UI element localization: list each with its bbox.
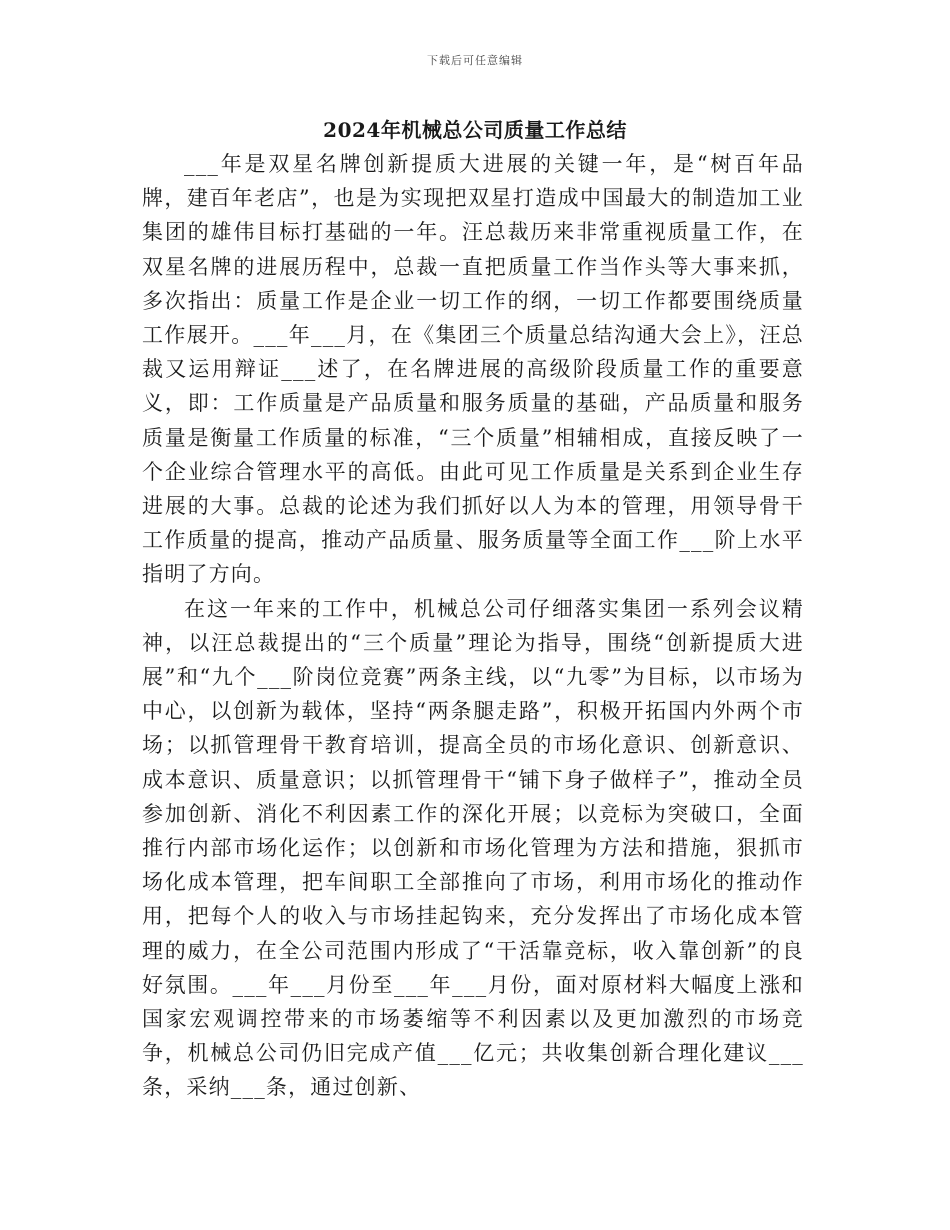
document-title: 2024年机械总公司质量工作总结 — [323, 118, 627, 142]
paragraph-2: 在这一年来的工作中，机械总公司仔细落实集团一系列会议精神，以汪总裁提出的“三个质量”理论为指导，围绕“创新提质大进展”和“九个___阶岗位竞赛”两条主线，以“九零”为目标，以市场为中心，以创新为载体，坚持“两条腿走路”，积极开拓国内外两个市场；以抓管理骨干教育培训，提高全员的市场化意识、创新意识、成本意识、质量意识；以抓管理骨干“铺下身子做样子”，推动全员参加创新、消化不利因素工作的深化开展；以竞标为突破口，全面推行内部市场化运作；以创新和市场化管理为方法和措施，狠抓市场化成本管理，把车间职工全部推向了市场，利用市场化的推动作用，把每个人的收入与市场挂起钩来，充分发挥出了市场化成本管理的威力，在全公司范围内形成了“干活靠竞标，收入靠创新”的良好氛围。___年___月份至___年___月份，面对原材料大幅度上涨和国家宏观调控带来的市场萎缩等不利因素以及更加激烈的市场竞争，机械总公司仍旧完成产值___亿元；共收集创新合理化建议___条，采纳___条，通过创新、 — [142, 596, 804, 1100]
document-body — [142, 147, 804, 1105]
paragraph-1: ___年是双星名牌创新提质大进展的关键一年，是“树百年品牌，建百年老店”，也是为实现把双星打造成中国最大的制造加工业集团的雄伟目标打基础的一年。汪总裁历来非常重视质量工作，在双星名牌的进展历程中，总裁一直把质量工作当作头等大事来抓，多次指出：质量工作是企业一切工作的纲，一切工作都要围绕质量工作展开。___年___月，在《集团三个质量总结沟通大会上》，汪总裁又运用辩证___述了，在名牌进展的高级阶段质量工作的重要意义，即：工作质量是产品质量和服务质量的基础，产品质量和服务质量是衡量工作质量的标准，“三个质量”相辅相成，直接反映了一个企业综合管理水平的高低。由此可见工作质量是关系到企业生存进展的大事。总裁的论述为我们抓好以人为本的管理，用领导骨干工作质量的提高，推动产品质量、服务质量等全面工作___阶上水平指明了方向。 — [142, 152, 804, 587]
header-note: 下载后可任意编辑 — [427, 54, 523, 67]
